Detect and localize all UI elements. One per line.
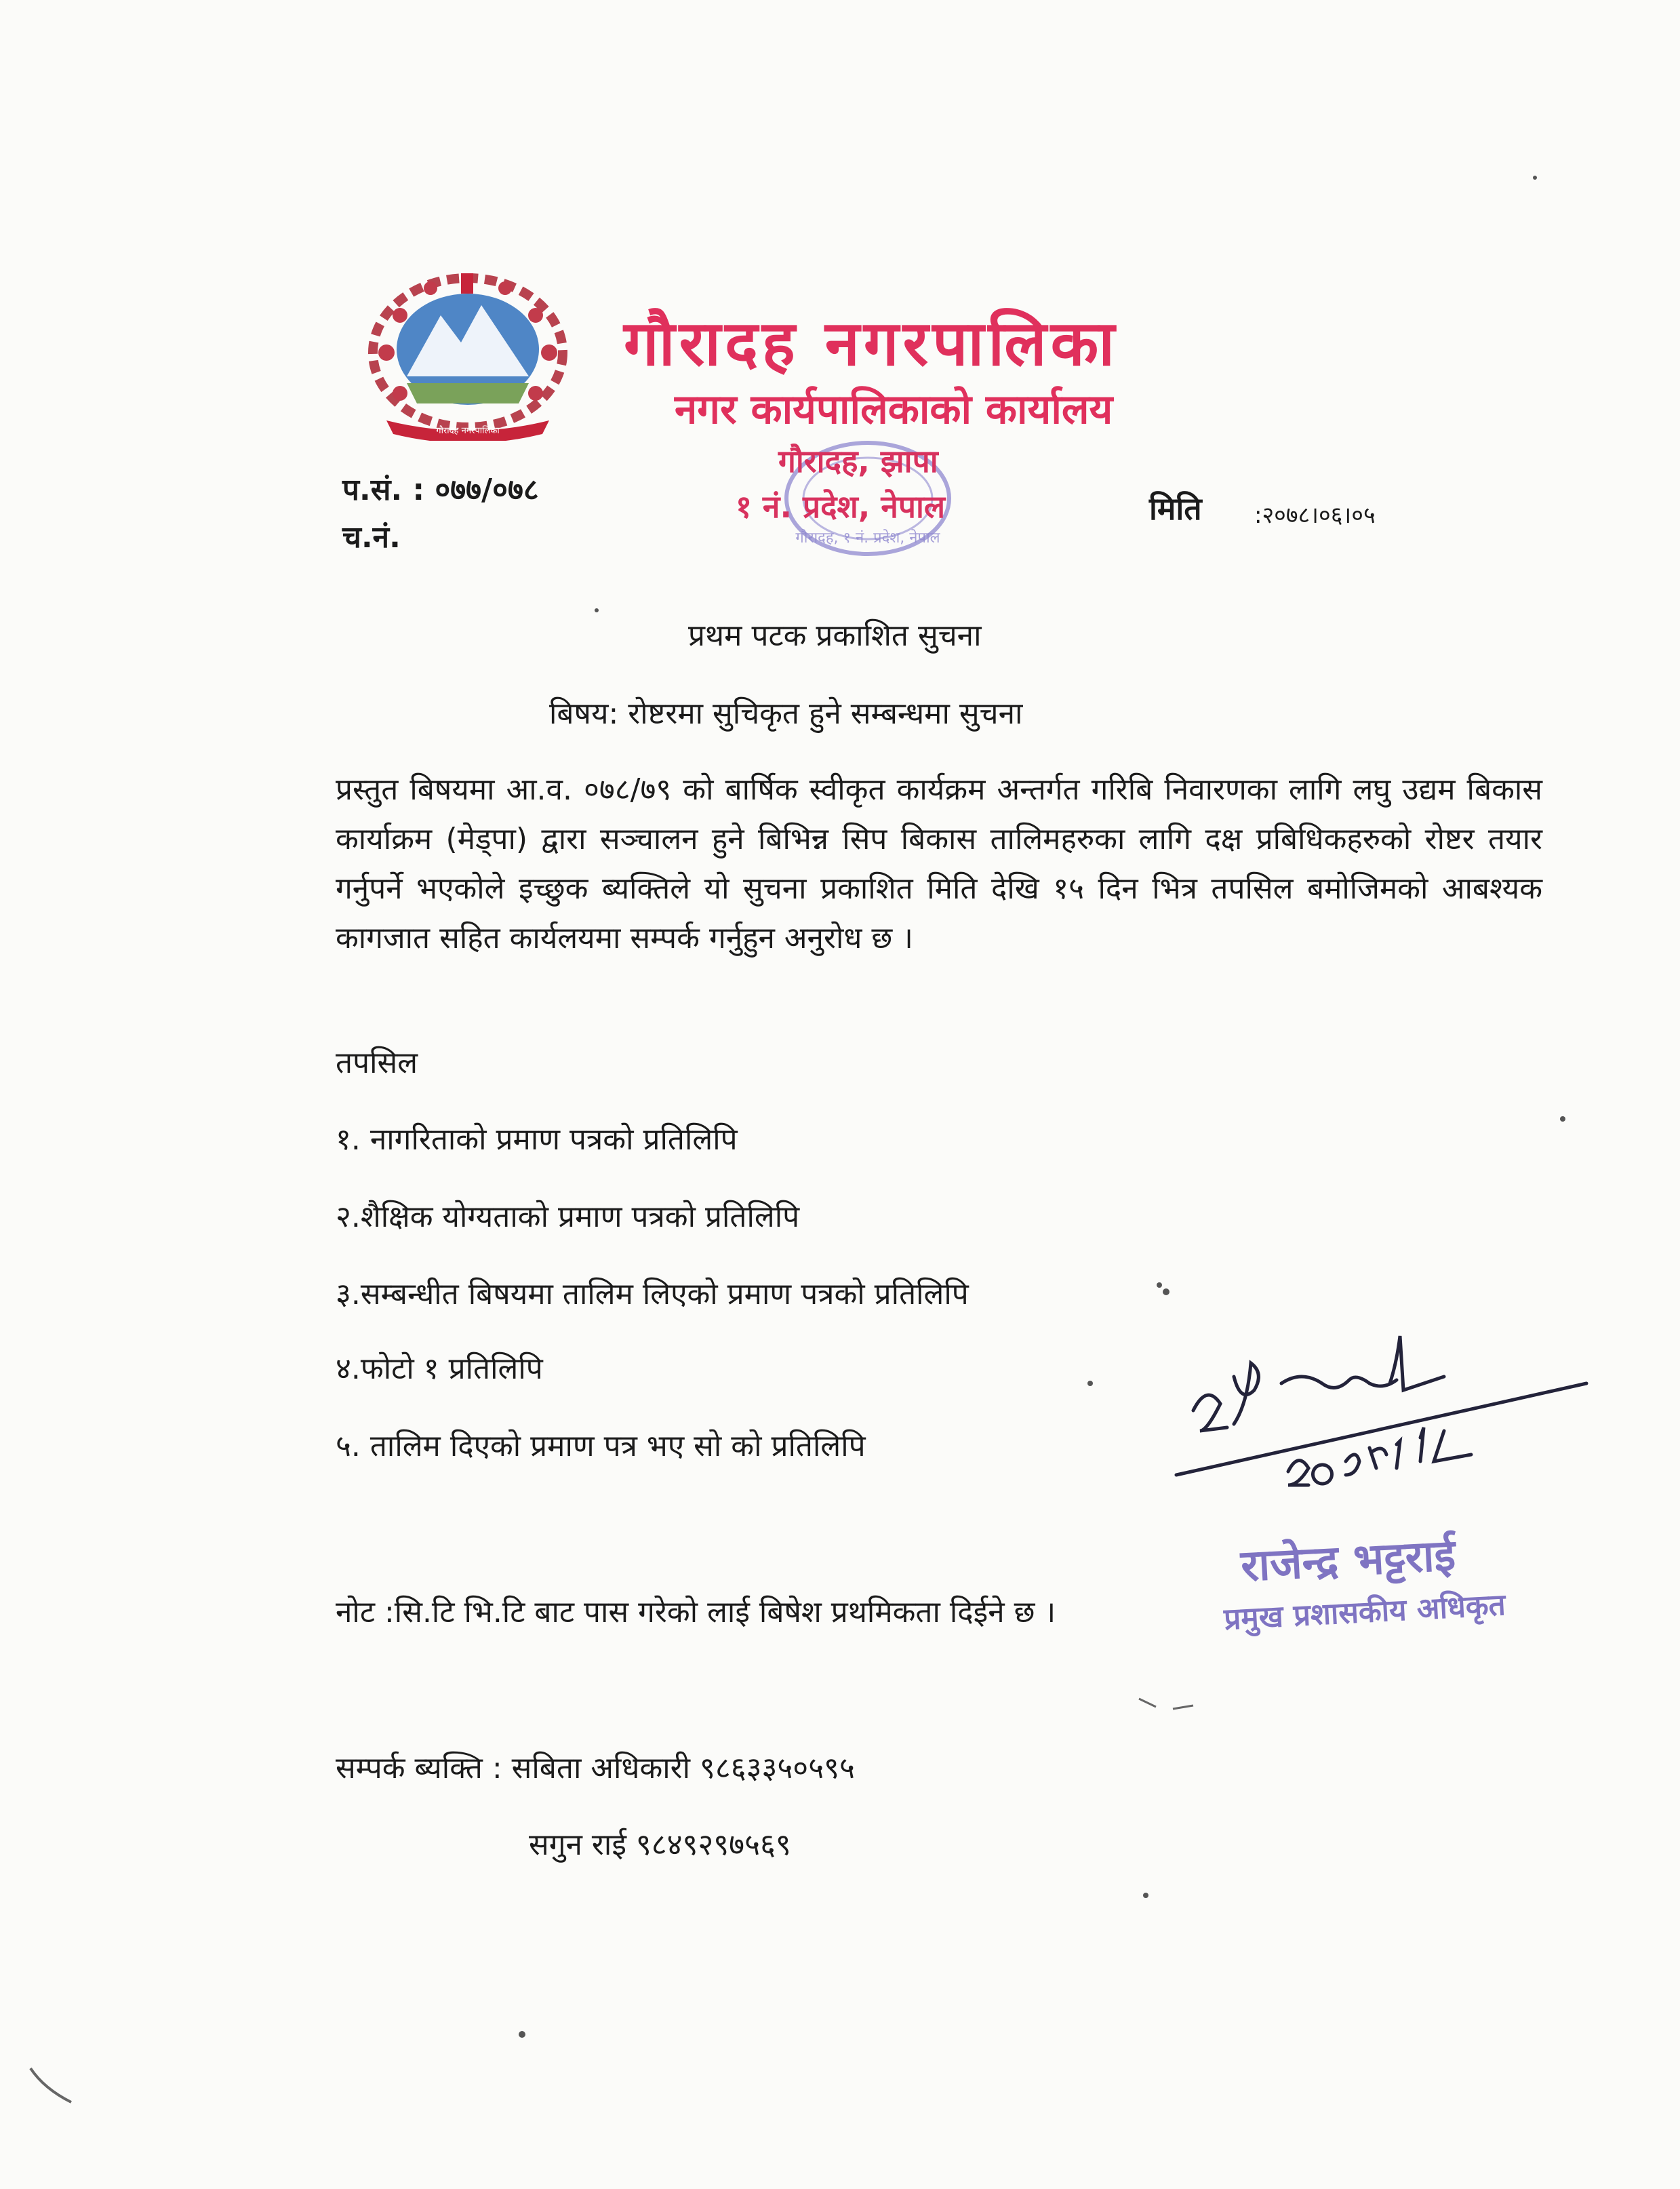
date-value: :२०७८।०६।०५ [1254,502,1376,529]
list-item: १. नागरिताको प्रमाण पत्रको प्रतिलिपि [336,1122,738,1157]
office-name: गौरादह नगरपालिका [624,307,1119,380]
date-label: मिति [1149,490,1202,527]
reference-number: प.सं. : ०७७/०७८ [342,473,539,507]
official-title-stamp: प्रमुख प्रशासकीय अधिकृत [1223,1587,1506,1637]
contact-person-1: सम्पर्क ब्यक्ति : सबिता अधिकारी ९८६३३५०५९५ [336,1751,855,1786]
note: नोट :सि.टि भि.टि बाट पास गरेको लाई बिषेश प्रथमिकता दिईने छ । [336,1595,1056,1630]
nepal-emblem-icon [359,268,576,441]
handwritten-signature-icon [1166,1302,1600,1505]
list-title: तपसिल [336,1046,418,1080]
list-item: ४.फोटो १ प्रतिलिपि [336,1352,543,1386]
svg-text:गौरादह नगरपालिका: गौरादह नगरपालिका [436,426,500,436]
address-line-2: १ नं. प्रदेश, नेपाल [736,488,946,525]
address-line-1: गौरादह, झापा [778,443,938,479]
dispatch-number: च.नं. [342,520,401,555]
svg-text:गौरादह, १ नं. प्रदेश, नेपाल: गौरादह, १ नं. प्रदेश, नेपाल [795,530,940,547]
office-subtitle: नगर कार्यपालिकाको कार्यालय [675,386,1113,433]
notice-body: प्रस्तुत बिषयमा आ.व. ०७८/७९ को बार्षिक स्वीकृत कार्यक्रम अन्तर्गत गरिबि निवारणका लागि लघु उद्यम बिकास कार्याक्रम (मेड्पा) द्वारा सञ्चालन हुने बिभिन्न सिप बिकास तालिमहरुका लागि दक्ष प्रबिधिकहरुको रोष्टर तयार गर्नुपर्ने भएकोले इच्छुक ब्यक्तिले यो सुचना प्रकाशित मिति देखि १५ दिन भित्र तपसिल बमोजिमको आबश्यक कागजात सहित कार्यलयमा सम्पर्क गर्नुहुन अनुरोध छ । [336,772,1542,955]
list-item: २.शैक्षिक योग्यताको प्रमाण पत्रको प्रतिलिपि [336,1200,800,1234]
contact-person-2: सगुन राई ९८४९२९७५६९ [529,1828,791,1862]
subject-line: बिषय: रोष्टरमा सुचिकृत हुने सम्बन्धमा सुचना [549,696,1023,731]
official-name-stamp: राजेन्द्र भट्टराई [1239,1530,1457,1592]
notice-heading: प्रथम पटक प्रकाशित सुचना [688,618,982,653]
list-item: ३.सम्बन्धीत बिषयमा तालिम लिएको प्रमाण पत्रको प्रतिलिपि [336,1277,969,1312]
list-item: ५. तालिम दिएको प्रमाण पत्र भए सो को प्रतिलिपि [336,1429,866,1463]
